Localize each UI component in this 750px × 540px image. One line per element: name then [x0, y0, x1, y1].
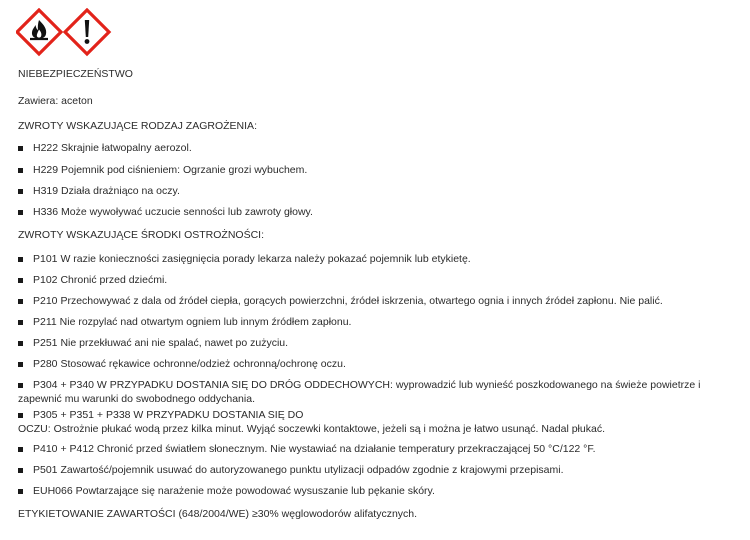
hazard-statement: H319 Działa drażniąco na oczy.	[33, 185, 180, 197]
bullet	[18, 257, 23, 262]
bullet	[18, 189, 23, 194]
precaution-statement: EUH066 Powtarzające się narażenie może powodować wysuszanie lub pękanie skóry.	[33, 485, 435, 497]
bullet	[18, 447, 23, 452]
precaution-statement: P305 + P351 + P338 W PRZYPADKU DOSTANIA SIĘ DO	[33, 409, 304, 421]
bullet	[18, 146, 23, 151]
precaution-statement-continuation: OCZU: Ostrożnie płukać wodą przez kilka minut. Wyjąć soczewki kontaktowe, jeżeli są i można je łatwo usunąć. Nadal płukać.	[18, 423, 605, 435]
precaution-statement-continuation: zapewnić mu warunki do swobodnego oddychania.	[18, 393, 255, 405]
precaution-statement: P251 Nie przekłuwać ani nie spalać, nawet po zużyciu.	[33, 337, 289, 349]
bullet	[18, 362, 23, 367]
precaution-statement: P210 Przechowywać z dala od źródeł ciepła, gorących powierzchni, źródeł iskrzenia, otwartego ognia i innych źródeł zapłonu. Nie palić.	[33, 295, 663, 307]
hazard-statement: H222 Skrajnie łatwopalny aerozol.	[33, 142, 192, 154]
precaution-statement: P410 + P412 Chronić przed światłem słonecznym. Nie wystawiać na działanie temperatury przekraczającej 50 °C/122 °F.	[33, 443, 596, 455]
bullet	[18, 299, 23, 304]
bullet	[18, 168, 23, 173]
precaution-statement: P501 Zawartość/pojemnik usuwać do autoryzowanego punktu utylizacji odpadów zgodnie z krajowymi przepisami.	[33, 464, 564, 476]
flame-icon	[17, 10, 61, 54]
precaution-statement: P102 Chronić przed dziećmi.	[33, 274, 168, 286]
exclamation-icon	[65, 10, 109, 54]
precaution-statement: P211 Nie rozpylać nad otwartym ogniem lub innym źródłem zapłonu.	[33, 316, 352, 328]
signal-word: NIEBEZPIECZEŃSTWO	[18, 68, 133, 80]
contains-line: Zawiera: aceton	[18, 95, 93, 107]
bullet	[18, 413, 23, 418]
bullet	[18, 320, 23, 325]
precaution-statement: P101 W razie konieczności zasięgnięcia porady lekarza należy pokazać pojemnik lub etykietę.	[33, 253, 471, 265]
bullet	[18, 383, 23, 388]
bullet	[18, 468, 23, 473]
hazard-statement: H336 Może wywoływać uczucie senności lub zawroty głowy.	[33, 206, 313, 218]
ghs-pictograms	[16, 8, 116, 58]
hazard-statement: H229 Pojemnik pod ciśnieniem: Ogrzanie grozi wybuchem.	[33, 164, 308, 176]
bullet	[18, 210, 23, 215]
precaution-heading: ZWROTY WSKAZUJĄCE ŚRODKI OSTROŻNOŚCI:	[18, 229, 264, 241]
labelling-footer: ETYKIETOWANIE ZAWARTOŚCI (648/2004/WE) ≥30% węglowodorów alifatycznych.	[18, 508, 418, 520]
bullet	[18, 278, 23, 283]
hazard-heading: ZWROTY WSKAZUJĄCE RODZAJ ZAGROŻENIA:	[18, 120, 257, 132]
precaution-statement: P280 Stosować rękawice ochronne/odzież ochronną/ochronę oczu.	[33, 358, 346, 370]
precaution-statement: P304 + P340 W PRZYPADKU DOSTANIA SIĘ DO DRÓG ODDECHOWYCH: wyprowadzić lub wynieść poszkodowanego na świeże powietrze i	[33, 379, 701, 391]
bullet	[18, 489, 23, 494]
bullet	[18, 341, 23, 346]
